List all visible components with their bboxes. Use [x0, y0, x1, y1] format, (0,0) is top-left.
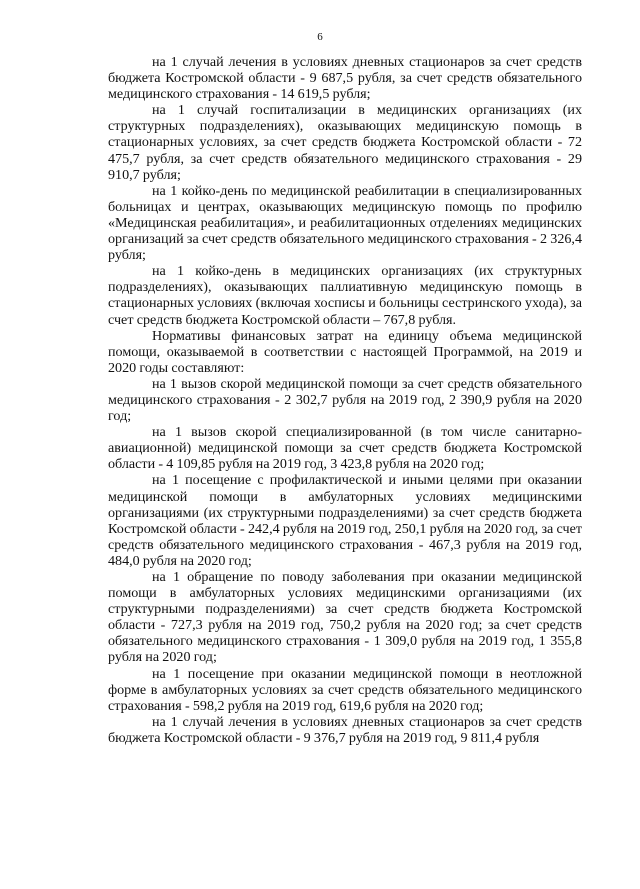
paragraph-ambulance-call: на 1 вызов скорой медицинской помощи за счет средств обязательного медицинского страхования - 2 302,7 рубля на 2019 год, 2 390,9 рубля на 2020 год;	[108, 375, 582, 425]
paragraph-day-hospital-2019: на 1 случай лечения в условиях дневных стационаров за счет средств бюджета Костромской области - 9 376,7 рубля на 2019 год, 9 811,4 рубля	[108, 713, 582, 746]
paragraph-preventive-visit: на 1 посещение с профилактической и иными целями при оказании медицинской помощи в амбулаторных условиях медицинскими организациями (их структурными подразделениями) за счет средств бюджета Костромской области - 242,4 рубля на 2019 год, 250,1 рубля на 2020 год, за счет средств обязательного медицинского страхования - 467,3 рубля на 2019 год, 484,0 рубля на 2020 год;	[108, 472, 582, 569]
document-body	[108, 54, 582, 746]
paragraph-air-ambulance-call: на 1 вызов скорой специализированной (в том числе санитарно-авиационной) медицинской помощи за счет средств бюджета Костромской области - 4 109,85 рубля на 2019 год, 3 423,8 рубля на 2020 год;	[108, 424, 582, 473]
paragraph-hospitalization-rate: на 1 случай госпитализации в медицинских организациях (их структурных подразделениях), оказывающих медицинскую помощь в стационарных условиях, за счет средств бюджета Костромской области - 72 475,7 рубля, за счет средств обязательного медицинского страхования - 29 910,7 рубля;	[108, 102, 582, 183]
paragraph-rehabilitation-bed-day: на 1 койко-день по медицинской реабилитации в специализированных больницах и центрах, оказывающих медицинскую помощь по профилю «Медицинская реабилитация», и реабилитационных отделениях медицинских организаций за счет средств обязательного медицинского страхования - 2 326,4 рубля;	[108, 182, 582, 264]
paragraph-day-hospital-rate: на 1 случай лечения в условиях дневных стационаров за счет средств бюджета Костромской области - 9 687,5 рубля, за счет средств обязательного медицинского страхования - 14 619,5 рубля;	[108, 54, 582, 103]
paragraph-palliative-bed-day: на 1 койко-день в медицинских организациях (их структурных подразделениях), оказывающих паллиативную медицинскую помощь в стационарных условиях (включая хосписы и больницы сестринского ухода), за счет средств бюджета Костромской области – 767,8 рубля.	[108, 263, 582, 328]
paragraph-urgent-visit: на 1 посещение при оказании медицинской помощи в неотложной форме в амбулаторных условиях за счет средств обязательного медицинского страхования - 598,2 рубля на 2019 год, 619,6 рубля на 2020 год;	[108, 665, 582, 714]
paragraph-norms-intro: Нормативы финансовых затрат на единицу объема медицинской помощи, оказываемой в соответствии с настоящей Программой, на 2019 и 2020 годы составляют:	[108, 327, 582, 376]
page-number: 6	[317, 31, 323, 43]
paragraph-disease-appeal: на 1 обращение по поводу заболевания при оказании медицинской помощи в амбулаторных условиях медицинскими организациями (их структурными подразделениями) за счет средств бюджета Костромской области - 727,3 рубля на 2019 год, 750,2 рубля на 2020 год; за счет средств обязательного медицинского страхования - 1 309,0 рубля на 2019 год, 1 355,8 рубля на 2020 год;	[108, 569, 582, 666]
